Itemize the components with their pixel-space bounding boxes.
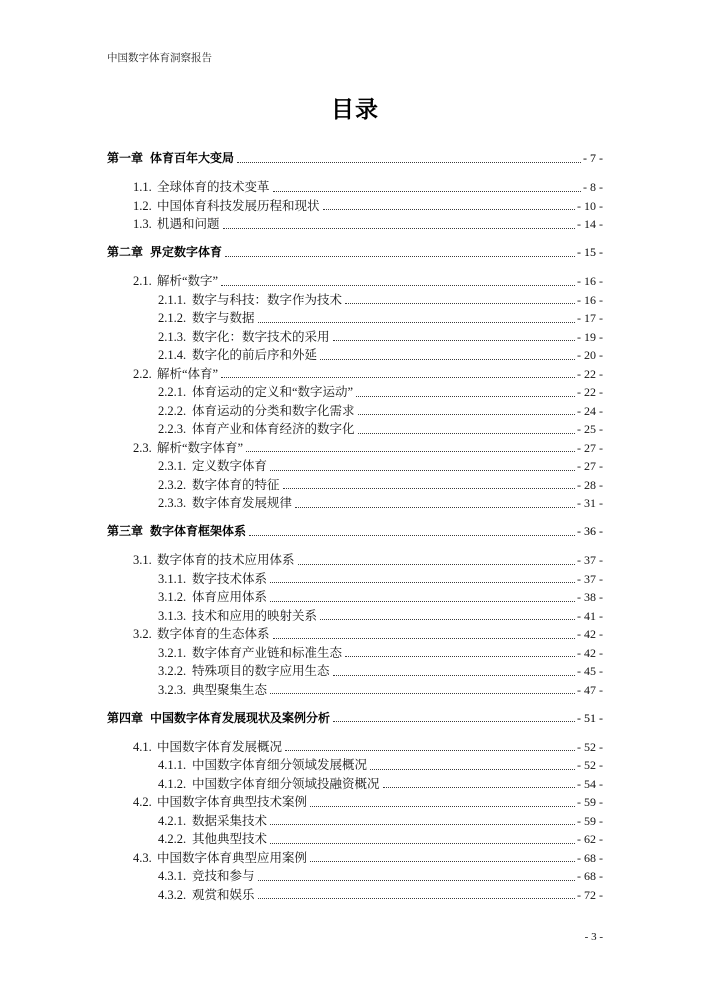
toc-entry-page: - 51 - [577,710,603,725]
toc-entry-title: 数字体育的技术应用体系 [157,553,295,567]
toc-leader-dots [223,228,575,229]
toc-leader-dots [270,693,575,694]
toc-entry-number: 3.2. [133,627,152,641]
toc-entry-title: 体育应用体系 [192,590,268,604]
toc-entry-subsection[interactable] [107,494,603,513]
toc-leader-dots [270,470,575,471]
toc-entry-subsection[interactable] [107,402,603,421]
toc-entry-page: - 31 - [577,496,603,510]
toc-entry-section[interactable] [107,215,603,234]
toc-entry-number: 2.2.1. [158,385,187,399]
toc-leader-dots [358,433,575,434]
toc-entry-number: 2.1.1. [158,292,187,307]
toc-entry-section[interactable] [107,365,603,384]
toc-entry-subsection[interactable] [107,309,603,328]
toc-entry-page: - 52 - [577,758,603,772]
toc-leader-dots [320,359,575,360]
toc-entry-chapter[interactable] [107,243,603,262]
toc-entry-title: 中国数字体育发展概况 [157,739,283,754]
toc-entry-title: 典型聚集生态 [192,682,268,697]
toc-entry-subsection[interactable] [107,457,603,476]
toc-entry-section[interactable] [107,178,603,197]
toc-leader-dots [358,414,575,415]
toc-entry-page: - 45 - [577,664,603,678]
toc-entry-title: 特殊项目的数字应用生态 [192,664,330,678]
toc-entry-page: - 42 - [577,645,603,660]
toc-leader-dots [333,675,575,676]
toc-entry-number: 4.2.1. [158,813,187,828]
toc-entry-number: 2.2.3. [158,422,187,436]
toc-entry-number: 第二章 [107,245,144,259]
toc-entry-subsection[interactable] [107,662,603,681]
toc-leader-dots [356,396,575,397]
toc-entry-subsection[interactable] [107,291,603,310]
toc-entry-title: 数字技术体系 [192,571,268,586]
toc-entry-page: - 15 - [577,245,603,259]
toc-leader-dots [310,806,575,807]
toc-entry-number: 2.1.2. [158,311,187,325]
toc-entry-number: 1.3. [133,217,152,231]
toc-leader-dots [258,880,575,881]
toc-entry-title: 中国数字体育细分领域投融资概况 [192,776,380,791]
toc-entry-number: 3.1. [133,553,152,567]
toc-entry-subsection[interactable] [107,607,603,626]
toc-entry-title: 数字与科技：数字作为技术 [192,292,343,307]
toc-list [107,149,603,904]
toc-entry-title: 中国体育科技发展历程和现状 [157,198,320,213]
toc-entry-page: - 68 - [577,850,603,865]
toc-entry-title: 观赏和娱乐 [192,887,255,902]
toc-entry-number: 2.2. [133,366,152,381]
toc-entry-number: 3.1.3. [158,608,187,623]
toc-entry-number: 4.3. [133,850,152,865]
toc-entry-subsection[interactable] [107,812,603,831]
toc-entry-number: 第三章 [107,524,144,538]
running-header: 中国数字体育洞察报告 [107,52,212,64]
toc-entry-subsection[interactable] [107,420,603,439]
toc-entry-number: 2.3. [133,440,152,455]
toc-leader-dots [333,721,575,722]
toc-leader-dots [270,601,575,602]
toc-entry-title: 中国数字体育细分领域发展概况 [192,758,368,772]
toc-entry-page: - 19 - [577,329,603,344]
toc-entry-subsection[interactable] [107,346,603,365]
toc-entry-page: - 72 - [577,887,603,902]
toc-entry-title: 定义数字体育 [192,459,268,473]
toc-entry-title: 中国数字体育发展现状及案例分析 [150,710,331,725]
toc-entry-number: 4.2. [133,795,152,809]
toc-entry-title: 界定数字体育 [150,245,223,259]
toc-entry-title: 数字体育发展规律 [192,496,293,510]
toc-entry-number: 3.2.3. [158,682,187,697]
toc-entry-title: 中国数字体育典型应用案例 [157,850,308,865]
toc-entry-title: 数字体育的生态体系 [157,627,270,641]
toc-leader-dots [249,535,575,536]
toc-leader-dots [221,285,575,286]
toc-entry-number: 1.1. [133,180,152,194]
toc-entry-page: - 22 - [577,366,603,381]
toc-leader-dots [270,582,575,583]
toc-leader-dots [370,769,575,770]
toc-leader-dots [237,162,581,163]
toc-entry-number: 4.1. [133,739,152,754]
toc-entry-page: - 27 - [577,440,603,455]
toc-entry-title: 数字体育框架体系 [150,524,247,538]
toc-leader-dots [273,638,575,639]
toc-entry-page: - 28 - [577,477,603,492]
toc-entry-page: - 52 - [577,739,603,754]
toc-entry-title: 数字化的前后序和外延 [192,348,318,362]
toc-entry-title: 数字体育产业链和标准生态 [192,645,343,660]
toc-entry-number: 3.2.2. [158,664,187,678]
toc-entry-subsection[interactable] [107,886,603,905]
toc-entry-section[interactable] [107,272,603,291]
toc-entry-section[interactable] [107,197,603,216]
toc-entry-page: - 22 - [577,385,603,399]
toc-entry-title: 体育运动的定义和“数字运动” [192,385,354,399]
toc-entry-number: 4.1.2. [158,776,187,791]
toc-leader-dots [258,898,575,899]
toc-entry-subsection[interactable] [107,830,603,849]
toc-entry-number: 4.2.2. [158,832,187,846]
toc-entry-number: 3.1.1. [158,571,187,586]
toc-entry-subsection[interactable] [107,756,603,775]
toc-entry-subsection[interactable] [107,681,603,700]
toc-entry-page: - 41 - [577,608,603,623]
toc-entry-subsection[interactable] [107,383,603,402]
toc-entry-subsection[interactable] [107,644,603,663]
toc-leader-dots [345,303,575,304]
toc-entry-number: 第四章 [107,710,144,725]
toc-leader-dots [295,507,575,508]
toc-entry-page: - 7 - [583,151,603,165]
toc-entry-number: 1.2. [133,198,152,213]
toc-entry-subsection[interactable] [107,775,603,794]
toc-entry-title: 解析“体育” [157,366,219,381]
toc-leader-dots [273,191,581,192]
toc-entry-number: 第一章 [107,151,144,165]
toc-entry-page: - 20 - [577,348,603,362]
toc-entry-title: 中国数字体育典型技术案例 [157,795,308,809]
toc-entry-title: 体育产业和体育经济的数字化 [192,422,355,436]
toc-entry-chapter[interactable] [107,522,603,541]
toc-entry-page: - 59 - [577,813,603,828]
toc-entry-title: 数字化：数字技术的采用 [192,329,330,344]
toc-entry-number: 2.1.3. [158,329,187,344]
toc-entry-subsection[interactable] [107,867,603,886]
toc-entry-page: - 17 - [577,311,603,325]
toc-entry-number: 2.3.1. [158,459,187,473]
toc-leader-dots [221,377,575,378]
toc-leader-dots [383,787,575,788]
toc-entry-page: - 16 - [577,292,603,307]
toc-entry-page: - 68 - [577,869,603,883]
toc-entry-number: 2.2.2. [158,403,187,418]
toc-entry-page: - 14 - [577,217,603,231]
toc-entry-section[interactable] [107,738,603,757]
toc-entry-page: - 37 - [577,571,603,586]
toc-entry-section[interactable] [107,439,603,458]
toc-entry-page: - 59 - [577,795,603,809]
page-number: - 3 - [584,931,603,943]
toc-leader-dots [298,564,575,565]
toc-entry-title: 解析“数字体育” [157,440,244,455]
toc-entry-number: 2.3.3. [158,496,187,510]
toc-entry-number: 3.2.1. [158,645,187,660]
toc-entry-number: 2.1. [133,274,152,288]
toc-leader-dots [270,824,575,825]
toc-entry-title: 技术和应用的映射关系 [192,608,318,623]
toc-entry-title: 数据采集技术 [192,813,268,828]
toc-entry-section[interactable] [107,625,603,644]
toc-entry-page: - 10 - [577,198,603,213]
toc-leader-dots [225,256,575,257]
toc-entry-page: - 16 - [577,274,603,288]
toc-entry-page: - 8 - [583,180,603,194]
toc-entry-section[interactable] [107,849,603,868]
toc-entry-page: - 42 - [577,627,603,641]
toc-entry-page: - 37 - [577,553,603,567]
toc-entry-title: 竞技和参与 [192,869,255,883]
toc-leader-dots [323,209,575,210]
toc-entry-title: 体育运动的分类和数字化需求 [192,403,355,418]
toc-entry-chapter[interactable] [107,709,603,728]
toc-entry-subsection[interactable] [107,328,603,347]
toc-entry-page: - 24 - [577,403,603,418]
toc-entry-subsection[interactable] [107,588,603,607]
toc-entry-title: 机遇和问题 [157,217,220,231]
toc-entry-page: - 36 - [577,524,603,538]
toc-leader-dots [285,750,575,751]
toc-entry-subsection[interactable] [107,570,603,589]
toc-leader-dots [333,340,575,341]
toc-leader-dots [320,619,575,620]
toc-entry-page: - 47 - [577,682,603,697]
toc-entry-number: 4.3.1. [158,869,187,883]
page-title: 目录 [331,97,379,123]
toc-entry-title: 其他典型技术 [192,832,268,846]
toc-leader-dots [270,843,575,844]
toc-entry-page: - 54 - [577,776,603,791]
toc-entry-page: - 25 - [577,422,603,436]
toc-leader-dots [310,861,575,862]
toc-leader-dots [246,451,575,452]
toc-entry-number: 4.3.2. [158,887,187,902]
toc-leader-dots [283,488,575,489]
toc-entry-section[interactable] [107,551,603,570]
toc-entry-page: - 27 - [577,459,603,473]
toc-entry-section[interactable] [107,793,603,812]
toc-entry-number: 2.3.2. [158,477,187,492]
toc-entry-title: 全球体育的技术变革 [157,180,270,194]
toc-entry-number: 3.1.2. [158,590,187,604]
toc-leader-dots [258,322,575,323]
toc-entry-title: 数字体育的特征 [192,477,280,492]
toc-leader-dots [345,656,575,657]
toc-entry-number: 4.1.1. [158,758,187,772]
toc-entry-page: - 38 - [577,590,603,604]
toc-entry-page: - 62 - [577,832,603,846]
toc-entry-number: 2.1.4. [158,348,187,362]
toc-entry-title: 体育百年大变局 [150,151,235,165]
toc-entry-subsection[interactable] [107,476,603,495]
toc-entry-title: 解析“数字” [157,274,219,288]
toc-entry-title: 数字与数据 [192,311,255,325]
toc-entry-chapter[interactable] [107,149,603,168]
